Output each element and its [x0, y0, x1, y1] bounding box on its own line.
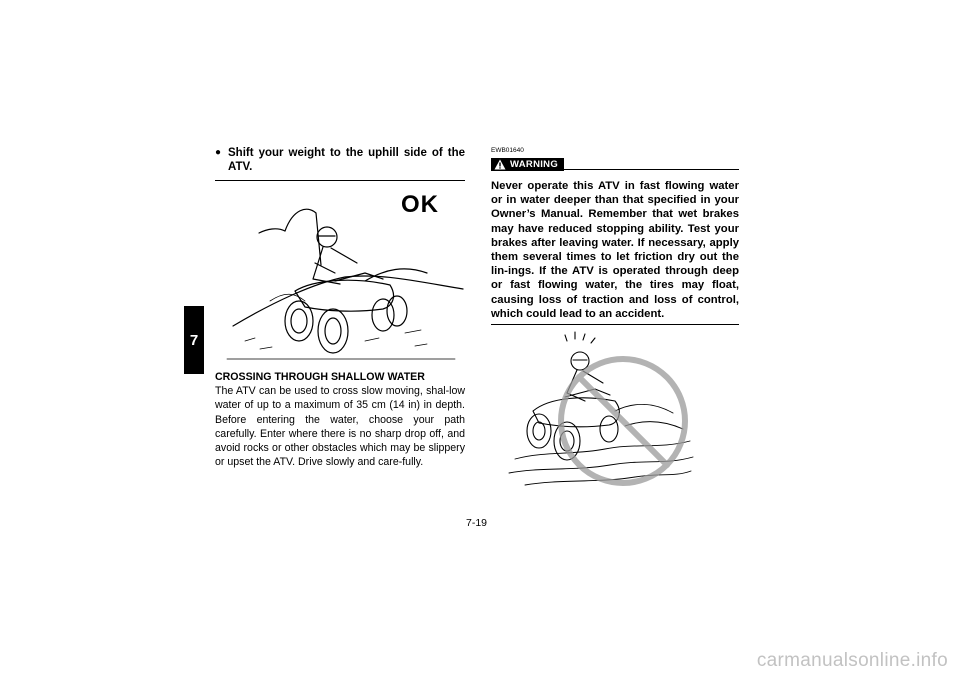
- chapter-number: 7: [189, 331, 199, 349]
- atv-uphill-illustration: [215, 181, 465, 366]
- bullet-text: Shift your weight to the uphill side of the ATV.: [228, 147, 465, 173]
- divider: [491, 324, 739, 325]
- left-column: [215, 146, 465, 470]
- warning-badge: [491, 158, 564, 171]
- watermark: carmanualsonline.info: [756, 650, 948, 671]
- chapter-tab: [184, 306, 204, 374]
- warning-rule: [564, 169, 739, 170]
- warning-code: EWB01640: [491, 147, 524, 154]
- ok-label: OK: [401, 191, 439, 218]
- warning-header: [491, 157, 739, 171]
- bullet-dot-icon: ●: [215, 147, 222, 158]
- prohibition-circle-icon: [561, 359, 685, 483]
- warning-label: WARNING: [510, 158, 559, 170]
- warning-text: Never operate this ATV in fast flowing water or in water deeper than that specified in your Owner’s Manual. Remember that wet brakes may have reduced stopping ability. Test your brakes after leaving water. If necessary, apply them several times to let friction dry out the lin-ings. If the ATV is operated through deep or fast flowing water, the tires may float, causing loss of traction and loss of control, which could lead to an accident.: [491, 180, 739, 320]
- page-number: 7-19: [466, 517, 488, 529]
- right-column: [491, 147, 739, 493]
- bullet-item: [215, 146, 465, 174]
- body-text: The ATV can be used to cross slow moving, shal-low water of up to a maximum of 35 cm (14 in) in depth. Before entering the water, choose your path carefully. Enter where there is no sharp drop off, and avoid rocks or other obstacles which may be slippery or upset the ATV. Drive slowly and care-fully.: [215, 385, 465, 469]
- atv-deep-water-illustration: [505, 331, 695, 493]
- section-title: CROSSING THROUGH SHALLOW WATER: [215, 371, 425, 383]
- warning-triangle-icon: [494, 159, 506, 170]
